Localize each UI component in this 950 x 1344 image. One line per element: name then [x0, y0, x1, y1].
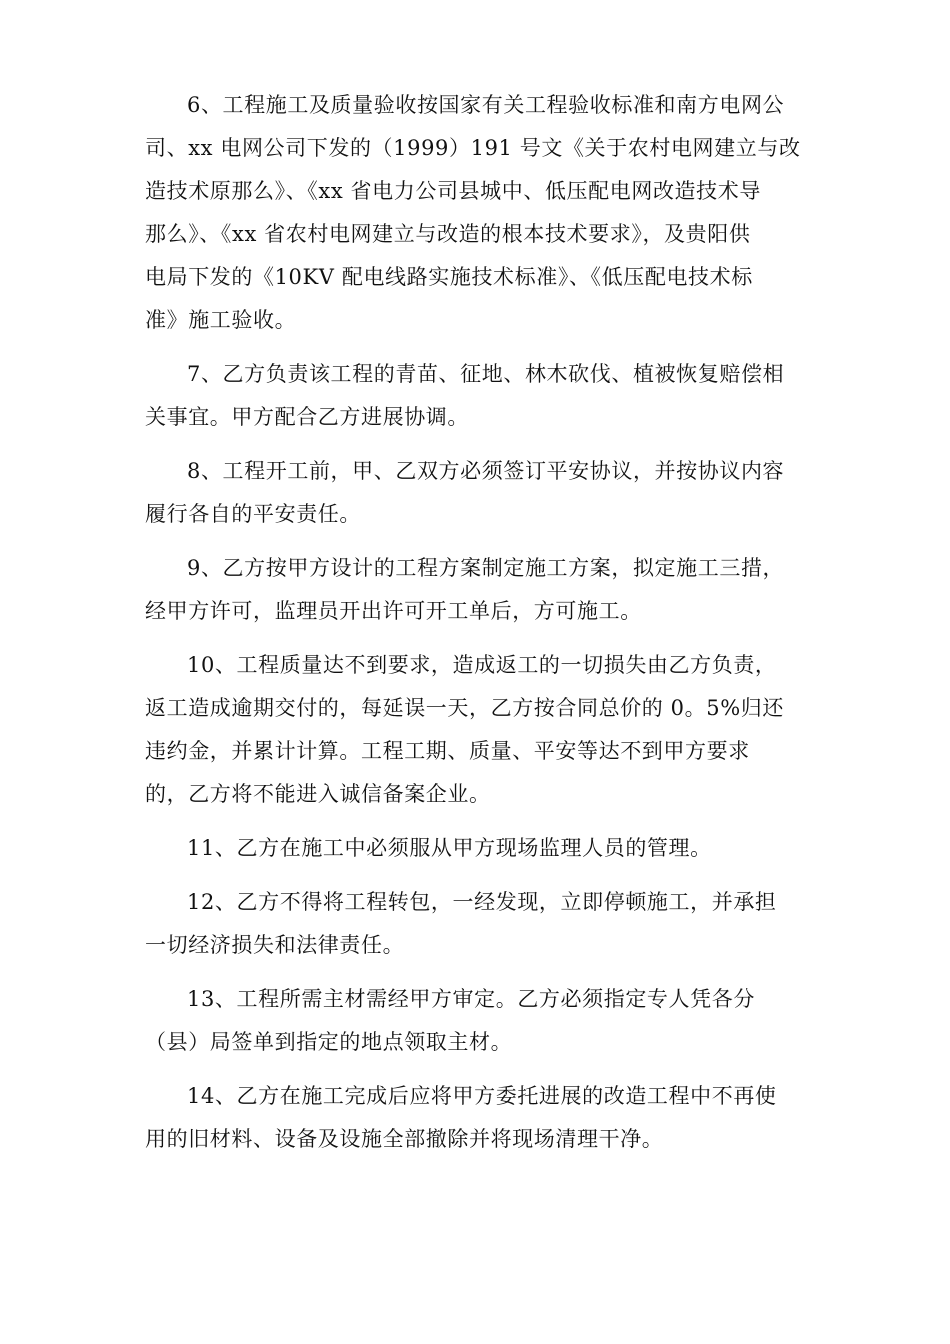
clause-10 — [145, 644, 810, 816]
clause-8 — [145, 450, 810, 536]
text-line: 12、乙方不得将工程转包，一经发现，立即停顿施工，并承担 — [187, 890, 777, 914]
text-line: 11、乙方在施工中必须服从甲方现场监理人员的管理。 — [187, 836, 712, 860]
text-line: 14、乙方在施工完成后应将甲方委托进展的改造工程中不再使 — [187, 1084, 777, 1108]
text-line: 关事宜。甲方配合乙方进展协调。 — [145, 405, 469, 429]
clause-6 — [145, 84, 810, 342]
text-line: 造技术原那么》、《xx 省电力公司县城中、低压配电网改造技术导 — [145, 179, 761, 203]
clause-9 — [145, 547, 810, 633]
text-line: 7、乙方负责该工程的青苗、征地、林木砍伐、植被恢复赔偿相 — [187, 362, 785, 386]
text-line: 准》施工验收。 — [145, 308, 297, 332]
text-line: 6、工程施工及质量验收按国家有关工程验收标准和南方电网公 — [187, 93, 785, 117]
clause-12 — [145, 881, 810, 967]
text-line: 9、乙方按甲方设计的工程方案制定施工方案，拟定施工三措， — [187, 556, 785, 580]
text-line: 用的旧材料、设备及设施全部撤除并将现场清理干净。 — [145, 1127, 664, 1151]
text-line: 履行各自的平安责任。 — [145, 502, 361, 526]
text-line: （县）局签单到指定的地点领取主材。 — [145, 1030, 513, 1054]
text-line: 经甲方许可，监理员开出许可开工单后，方可施工。 — [145, 599, 642, 623]
document-body — [145, 84, 810, 1161]
text-line: 8、工程开工前，甲、乙双方必须签订平安协议，并按协议内容 — [187, 459, 785, 483]
text-line: 一切经济损失和法律责任。 — [145, 933, 405, 957]
text-line: 电局下发的《10KV 配电线路实施技术标准》、《低压配电技术标 — [145, 265, 753, 289]
text-line: 违约金，并累计计算。工程工期、质量、平安等达不到甲方要求 — [145, 739, 750, 763]
text-line: 10、工程质量达不到要求，造成返工的一切损失由乙方负责， — [187, 653, 777, 677]
clause-13 — [145, 978, 810, 1064]
text-line: 那么》、《xx 省农村电网建立与改造的根本技术要求》，及贵阳供 — [145, 222, 751, 246]
text-line: 司、xx 电网公司下发的（1999）191 号文《关于农村电网建立与改 — [145, 136, 801, 160]
text-line: 返工造成逾期交付的，每延误一天，乙方按合同总价的 0。5%归还 — [145, 696, 784, 720]
text-line: 13、工程所需主材需经甲方审定。乙方必须指定专人凭各分 — [187, 987, 755, 1011]
clause-14 — [145, 1075, 810, 1161]
clause-11 — [145, 827, 810, 870]
clause-7 — [145, 353, 810, 439]
text-line: 的，乙方将不能进入诚信备案企业。 — [145, 782, 491, 806]
